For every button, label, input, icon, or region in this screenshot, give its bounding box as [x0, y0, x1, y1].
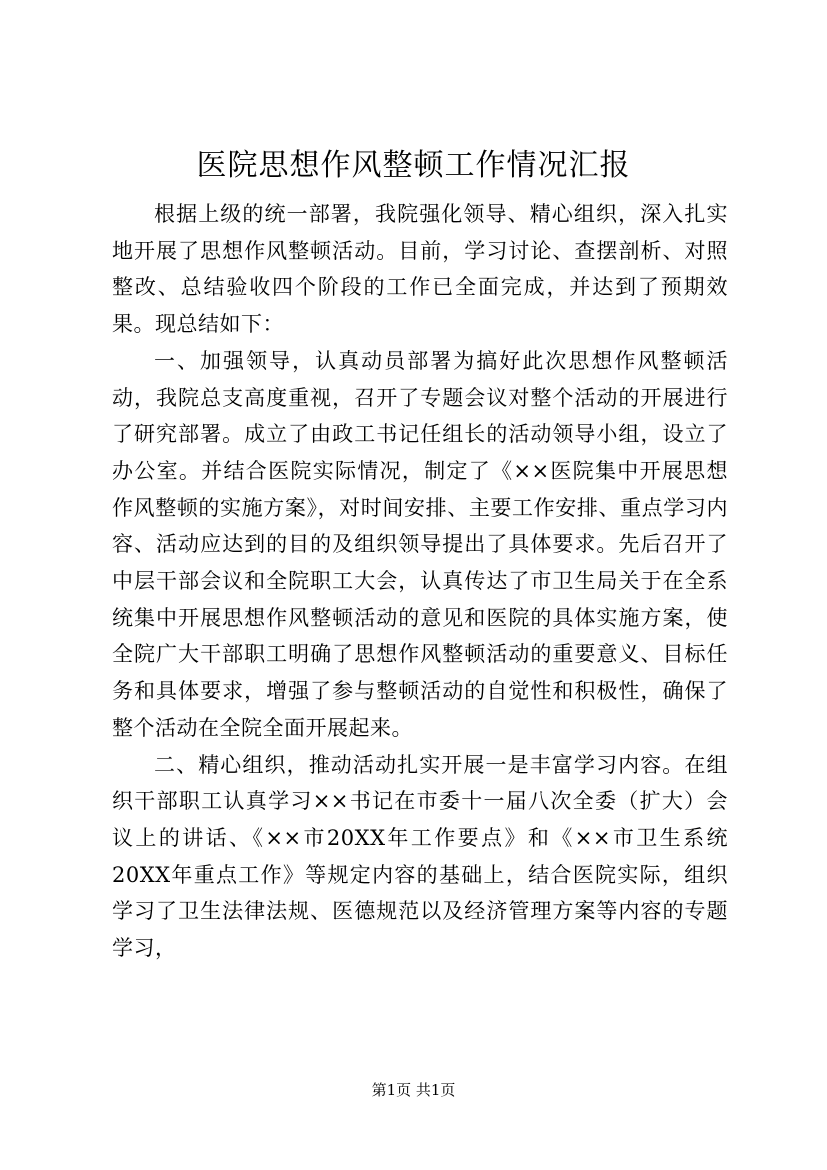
paragraph-section-1: 一、加强领导，认真动员部署为搞好此次思想作风整顿活动，我院总支高度重视，召开了专题会议对整个活动的开展进行了研究部署。成立了由政工书记任组长的活动领导小组，设立了办公室。并结合医院实际情况，制定了《××医院集中开展思想作风整顿的实施方案》，对时间安排、主要工作安排、重点学习内容、活动应达到的目的及组织领导提出了具体要求。先后召开了中层干部会议和全院职工大会，认真传达了市卫生局关于在全系统集中开展思想作风整顿活动的意见和医院的具体实施方案，使全院广大干部职工明确了思想作风整顿活动的重要意义、目标任务和具体要求，增强了参与整顿活动的自觉性和积极性，确保了整个活动在全院全面开展起来。	[112, 348, 728, 740]
paragraph-intro: 根据上级的统一部署，我院强化领导、精心组织，深入扎实地开展了思想作风整顿活动。目前，学习讨论、查摆剖析、对照整改、总结验收四个阶段的工作已全面完成，并达到了预期效果。现总结如下：	[112, 202, 728, 337]
document-body	[112, 196, 728, 967]
document-title: 医院思想作风整顿工作情况汇报	[196, 148, 631, 183]
page-number-footer: 第1页 共1页	[371, 1081, 456, 1099]
paragraph-section-2: 二、精心组织，推动活动扎实开展一是丰富学习内容。在组织干部职工认真学习××书记在市委十一届八次全委（扩大）会议上的讲话、《××市20XX年工作要点》和《××市卫生系统20XX年重点工作》等规定内容的基础上，结合医院实际，组织学习了卫生法律法规、医德规范以及经济管理方案等内容的专题学习，	[112, 752, 728, 961]
